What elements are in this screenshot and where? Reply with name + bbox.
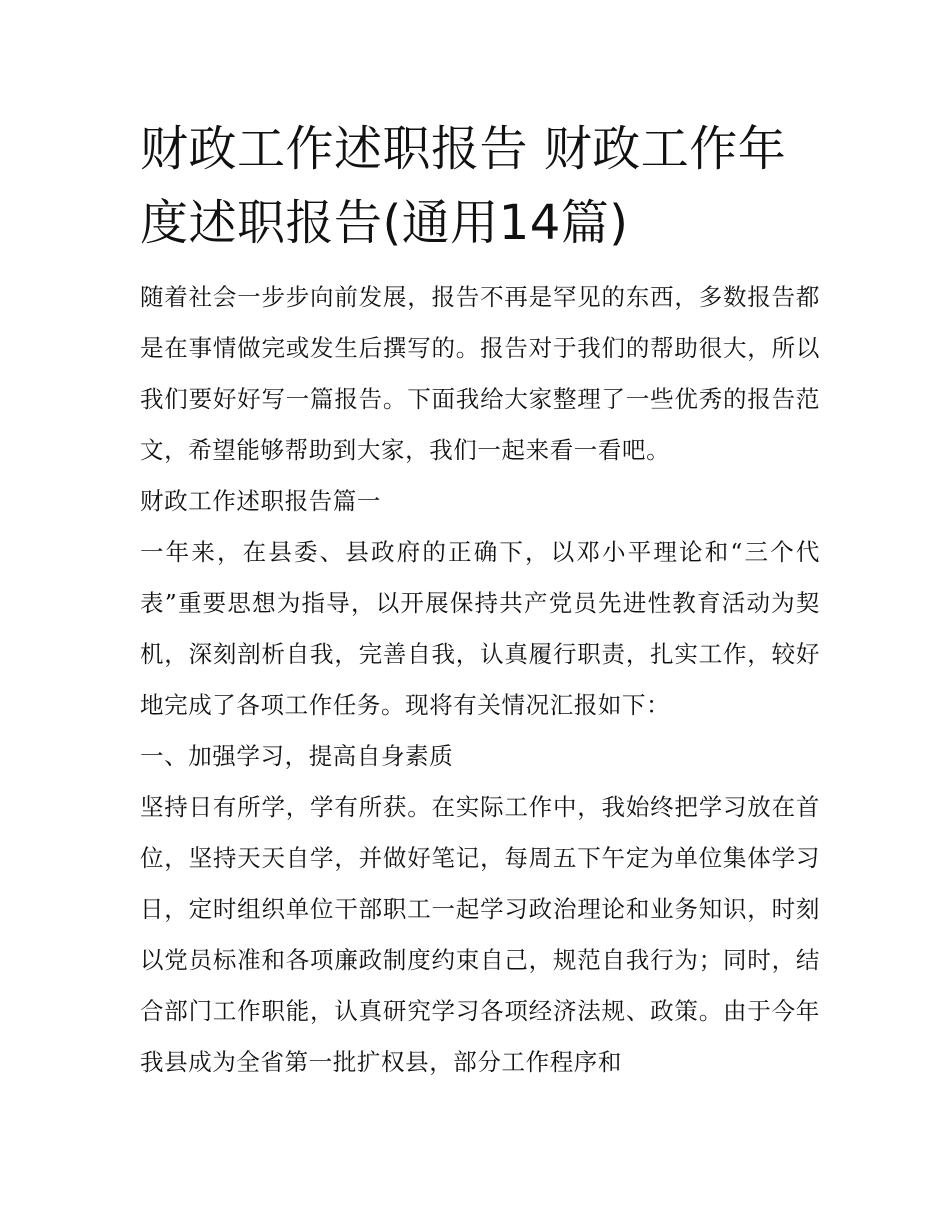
subheading: 一、加强学习，提高自身素质 — [140, 742, 454, 770]
document-title: 财政工作述职报告 财政工作年度述职报告(通用14篇) — [140, 121, 787, 251]
section-title: 财政工作述职报告篇一 — [140, 487, 381, 515]
body-paragraph: 坚持日有所学，学有所获。在实际工作中，我始终把学习放在首位，坚持天天自学，并做好笔记，每周五下午定为单位集体学习日，定时组织单位干部职工一起学习政治理论和业务知识，时刻以党员标准和各项廉政制度约束自己，规范自我行为；同时，结合部门工作职能，认真研究学习各项经济法规、政策。由于今年我县成为全省第一批扩权县，部分工作程序和 — [140, 793, 820, 1076]
intro-paragraph: 随着社会一步步向前发展，报告不再是罕见的东西，多数报告都是在事情做完或发生后撰写的。报告对于我们的帮助很大，所以我们要好好写一篇报告。下面我给大家整理了一些优秀的报告范文，希望能够帮助到大家，我们一起来看一看吧。 — [140, 283, 820, 464]
section-paragraph: 一年来，在县委、县政府的正确下，以邓小平理论和“三个代表”重要思想为指导，以开展保持共产党员先进性教育活动为契机，深刻剖析自我，完善自我，认真履行职责，扎实工作，较好地完成了各项工作任务。现将有关情况汇报如下： — [140, 538, 820, 719]
document-content — [140, 112, 820, 1088]
